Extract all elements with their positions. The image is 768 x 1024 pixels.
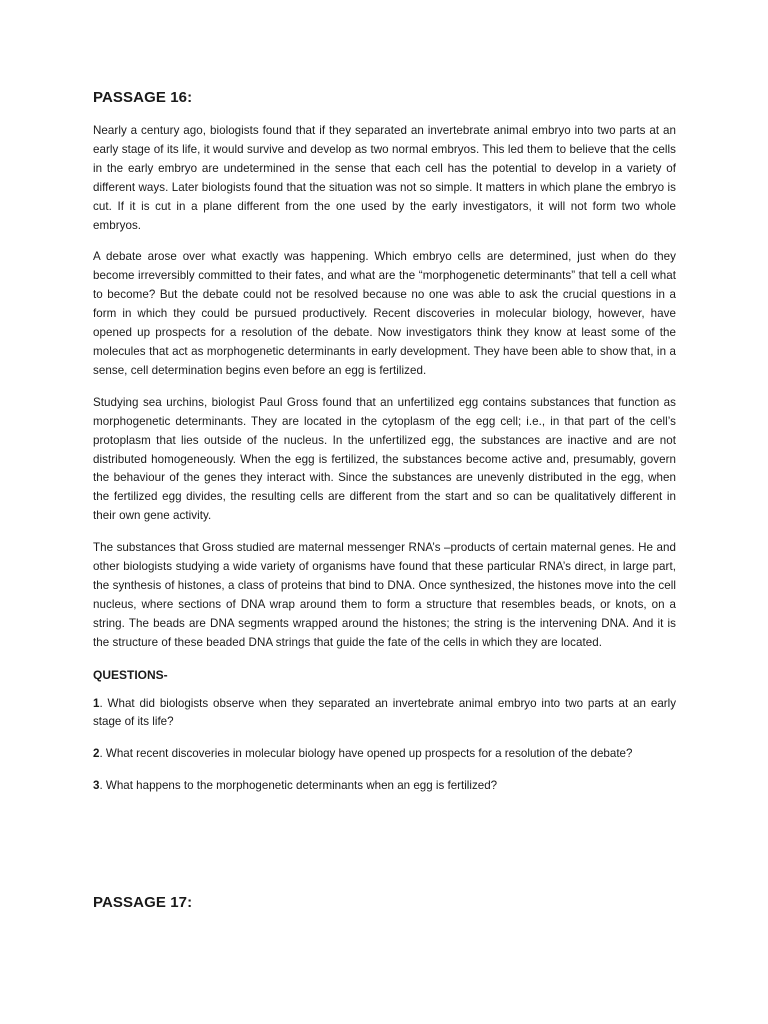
passage-17-heading: PASSAGE 17: <box>93 894 193 911</box>
passage-16-body <box>93 122 676 809</box>
passage-paragraph-3: Studying sea urchins, biologist Paul Gross found that an unfertilized egg contains substances that function as morphogenetic determinants. They are located in the cytoplasm of the egg cell; i.e., in that part of the cell’s protoplasm that lies outside of the nucleus. In the unfertilized egg, the substances are inactive and are not distributed homogeneously. When the egg is fertilized, the substances become active and, presumably, govern the behaviour of the genes they interact with. Since the substances are unevenly distributed in the egg, when the fertilized egg divides, the resulting cells are different from the start and so can be qualitatively different in their own gene activity. <box>93 395 676 523</box>
question-3-text: . What happens to the morphogenetic determinants when an egg is fertilized? <box>99 779 498 793</box>
question-1-number: 1 <box>93 696 100 710</box>
question-1 <box>93 695 676 733</box>
passage-paragraph-1: Nearly a century ago, biologists found that if they separated an invertebrate animal embryo into two parts at an early stage of its life, it would survive and develop as two normal embryos. This led them to believe that the cells in the early embryo are undetermined in the sense that each cell has the potential to develop in a variety of different ways. Later biologists found that the situation was not so simple. It matters in which plane the embryo is cut. If it is cut in a plane different from the one used by the early investigators, it will not form two whole embryos. <box>93 124 676 232</box>
question-2-number: 2 <box>93 747 100 761</box>
question-3 <box>93 777 676 796</box>
passage-paragraph-4: The substances that Gross studied are maternal messenger RNA’s –products of certain maternal genes. He and other biologists studying a wide variety of organisms have found that these particular RNA’s direct, in large part, the synthesis of histones, a class of proteins that bind to DNA. Once synthesized, the histones move into the cell nucleus, where sections of DNA wrap around them to form a structure that resembles beads, or knots, on a string. The beads are DNA segments wrapped around the histones; the string is the intervening DNA. And it is the structure of these beaded DNA strings that guide the fate of the cells in which they are located. <box>93 541 676 649</box>
passage-16-heading: PASSAGE 16: <box>93 89 193 106</box>
question-1-text: . What did biologists observe when they separated an invertebrate animal embryo into two parts at an early stage of its life? <box>93 696 676 729</box>
question-2 <box>93 745 676 764</box>
question-3-number: 3 <box>93 779 100 793</box>
questions-heading: QUESTIONS- <box>93 667 168 682</box>
passage-paragraph-2: A debate arose over what exactly was happening. Which embryo cells are determined, just when do they become irreversibly committed to their fates, and what are the “morphogenetic determinants” that tell a cell what to become? But the debate could not be resolved because no one was able to ask the crucial questions in a form in which they could be pursued productively. Recent discoveries in molecular biology, however, have opened up prospects for a resolution of the debate. Now investigators think they know at least some of the molecules that act as morphogenetic determinants in early development. They have been able to show that, in a sense, cell determination begins even before an egg is fertilized. <box>93 250 676 377</box>
question-2-text: . What recent discoveries in molecular biology have opened up prospects for a resolution of the debate? <box>99 747 633 761</box>
